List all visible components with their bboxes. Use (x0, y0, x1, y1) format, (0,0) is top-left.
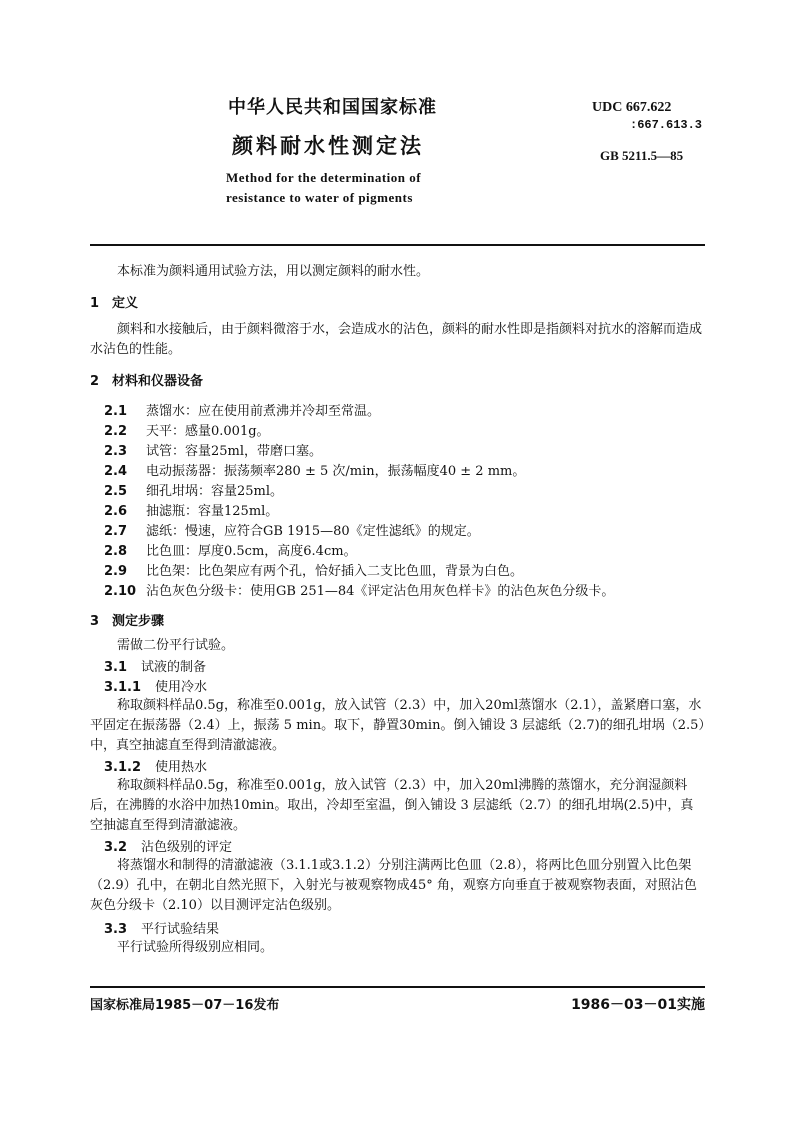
item-number: 2.3 (104, 444, 128, 459)
section-3-heading (90, 610, 164, 629)
section-number: 2 (90, 374, 100, 389)
subsection-number: 3.1.1 (104, 680, 142, 695)
section-2-heading (90, 370, 203, 389)
list-item (104, 460, 525, 479)
header-divider (90, 244, 705, 246)
subsection-3-3-paragraph: 平行试验所得级别应相同。 (117, 940, 274, 955)
subsection-number: 3.1.2 (104, 760, 142, 775)
item-text: 试管：容量25ml，带磨口塞。 (146, 444, 323, 459)
list-item (104, 540, 357, 559)
list-item (104, 480, 283, 499)
section-number: 3 (90, 614, 100, 629)
gb-standard-code: GB 5211.5—85 (600, 148, 684, 163)
item-number: 2.10 (104, 584, 137, 599)
subsection-title: 使用热水 (155, 760, 208, 775)
subsection-number: 3.3 (104, 922, 128, 937)
item-text: 沾色灰色分级卡：使用GB 251—84《评定沾色用灰色样卡》的沾色灰色分级卡。 (146, 584, 615, 599)
list-item (104, 420, 270, 439)
item-number: 2.1 (104, 404, 128, 419)
list-item (104, 580, 614, 599)
subsection-3-1-heading (104, 656, 206, 675)
subsection-3-1-2-paragraph: 称取颜料样品0.5g，称准至0.001g，放入试管（2.3）中，加入20ml沸腾的蒸馏水，充分润湿颜料后，在沸腾的水浴中加热10min。取出，冷却至室温，倒入铺设 3 层滤纸（2.7）的细孔坩埚(2.5)中，真空抽滤直至得到清澈滤液。 (90, 778, 694, 833)
item-number: 2.4 (104, 464, 128, 479)
subsection-3-3-heading (104, 918, 219, 937)
section-1-paragraph: 颜料和水接触后，由于颜料微溶于水，会造成水的沾色，颜料的耐水性即是指颜料对抗水的溶解而造成水沾色的性能。 (90, 322, 703, 357)
country-standard-heading: 中华人民共和国国家标准 (228, 97, 437, 118)
item-text: 滤纸：慢速，应符合GB 1915—80《定性滤纸》的规定。 (146, 524, 480, 539)
section-3-intro: 需做二份平行试验。 (117, 638, 235, 653)
subsection-number: 3.1 (104, 660, 128, 675)
item-text: 细孔坩埚：容量25ml。 (146, 484, 284, 499)
intro-paragraph: 本标准为颜料通用试验方法，用以测定颜料的耐水性。 (117, 264, 430, 279)
item-text: 比色皿：厚度0.5cm，高度6.4cm。 (146, 544, 357, 559)
item-number: 2.9 (104, 564, 128, 579)
item-number: 2.5 (104, 484, 128, 499)
section-title: 材料和仪器设备 (112, 374, 204, 389)
list-item (104, 500, 278, 519)
subsection-title: 平行试验结果 (141, 922, 220, 937)
document-title-en-line2: resistance to water of pigments (226, 190, 413, 205)
document-title-en-line1: Method for the determination of (226, 170, 422, 185)
item-number: 2.2 (104, 424, 128, 439)
issue-date: 国家标准局1985－07－16发布 (90, 998, 280, 1013)
item-text: 蒸馏水：应在使用前煮沸并冷却至常温。 (146, 404, 381, 419)
item-number: 2.7 (104, 524, 128, 539)
subsection-3-2-heading (104, 836, 232, 855)
list-item (104, 400, 380, 419)
udc-code-line2: :667.613.3 (630, 118, 703, 132)
section-title: 定义 (112, 296, 139, 311)
udc-code-line1: UDC 667.622 (592, 100, 672, 115)
list-item (104, 520, 480, 539)
subsection-3-1-1-heading (104, 676, 207, 695)
item-text: 天平：感量0.001g。 (146, 424, 270, 439)
item-number: 2.6 (104, 504, 128, 519)
subsection-3-2-paragraph: 将蒸馏水和制得的清澈滤液（3.1.1或3.1.2）分别注满两比色皿（2.8），将两比色皿分别置入比色架（2.9）孔中，在朝北自然光照下，入射光与被观察物成45° 角，观察方向垂直于被观察物表面，对照沾色灰色分级卡（2.10）以目测评定沾色级别。 (90, 858, 697, 913)
item-number: 2.8 (104, 544, 128, 559)
effective-date: 1986－03－01实施 (571, 997, 705, 1013)
subsection-title: 沾色级别的评定 (141, 840, 233, 855)
list-item (104, 440, 322, 459)
section-number: 1 (90, 296, 100, 311)
item-text: 比色架：比色架应有两个孔，恰好插入二支比色皿，背景为白色。 (146, 564, 524, 579)
list-item (104, 560, 523, 579)
section-1-heading (90, 292, 138, 311)
document-title-cn: 颜料耐水性测定法 (232, 134, 424, 158)
subsection-3-1-2-heading (104, 756, 207, 775)
item-text: 电动振荡器：振荡频率280 ± 5 次/min，振荡幅度40 ± 2 mm。 (146, 464, 526, 479)
subsection-title: 试液的制备 (141, 660, 207, 675)
subsection-number: 3.2 (104, 840, 128, 855)
subsection-3-1-1-paragraph: 称取颜料样品0.5g，称准至0.001g，放入试管（2.3）中，加入20ml蒸馏水（2.1），盖紧磨口塞，水平固定在振荡器（2.4）上，振荡 5 min。取下，静置30min。倒入铺设 3 层滤纸（2.7)的细孔坩埚（2.5）中，真空抽滤直至得到清澈滤液。 (90, 698, 705, 753)
section-title: 测定步骤 (112, 614, 165, 629)
subsection-title: 使用冷水 (155, 680, 208, 695)
item-text: 抽滤瓶：容量125ml。 (146, 504, 279, 519)
footer-divider (90, 986, 705, 988)
